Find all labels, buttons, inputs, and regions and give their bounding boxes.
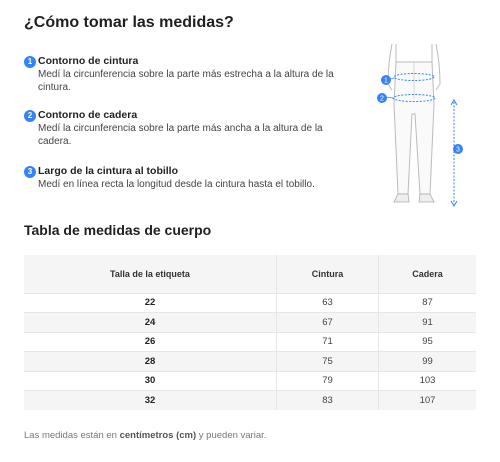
column-header: Cintura <box>276 255 378 293</box>
size-table <box>24 255 476 410</box>
svg-text:1: 1 <box>384 77 388 85</box>
step-description: Medí en línea recta la longitud desde la cintura hasta el tobillo. <box>38 179 315 190</box>
table-row <box>24 371 476 391</box>
step-title: Largo de la cintura al tobillo <box>38 165 179 177</box>
hip-cell: 91 <box>379 313 476 333</box>
column-header: Talla de la etiqueta <box>24 255 276 293</box>
footnote-units: centímetros (cm) <box>119 430 197 441</box>
hip-cell: 99 <box>379 352 476 372</box>
step-title: Contorno de cintura <box>38 55 139 67</box>
size-cell: 30 <box>24 371 276 391</box>
waist-cell: 79 <box>276 371 378 391</box>
size-cell: 26 <box>24 332 276 352</box>
table-row <box>24 313 476 333</box>
hip-cell: 95 <box>379 332 476 352</box>
units-footnote <box>24 430 266 441</box>
pants-figure-icon <box>372 44 472 214</box>
waist-cell: 67 <box>276 313 378 333</box>
footnote-prefix: Las medidas están en <box>24 430 120 441</box>
step-title: Contorno de cadera <box>38 109 138 121</box>
table-row <box>24 352 476 372</box>
table-row <box>24 293 476 313</box>
size-cell: 22 <box>24 293 276 313</box>
table-header-row <box>24 255 476 293</box>
size-cell: 28 <box>24 352 276 372</box>
svg-text:2: 2 <box>380 95 384 103</box>
size-table-title: Tabla de medidas de cuerpo <box>24 222 212 238</box>
hip-cell: 107 <box>379 391 476 411</box>
table-row <box>24 332 476 352</box>
footnote-suffix: y pueden variar. <box>196 430 267 441</box>
size-cell: 24 <box>24 313 276 333</box>
step-description: Medí la circunferencia sobre la parte más estrecha a la altura de la cintura. <box>38 69 334 93</box>
waist-cell: 63 <box>276 293 378 313</box>
page-title: ¿Cómo tomar las medidas? <box>24 14 234 31</box>
waist-cell: 75 <box>276 352 378 372</box>
size-cell: 32 <box>24 391 276 411</box>
step-number-badge: 2 <box>24 110 36 122</box>
step-number-badge: 1 <box>24 56 36 68</box>
hip-cell: 87 <box>379 293 476 313</box>
step-number-badge: 3 <box>24 166 36 178</box>
table-row <box>24 391 476 411</box>
step-description: Medí la circunferencia sobre la parte más ancha a la altura de la cadera. <box>38 123 323 147</box>
waist-cell: 83 <box>276 391 378 411</box>
hip-cell: 103 <box>379 371 476 391</box>
waist-cell: 71 <box>276 332 378 352</box>
body-measurement-illustration <box>372 44 472 214</box>
svg-text:3: 3 <box>456 146 460 154</box>
column-header: Cadera <box>379 255 476 293</box>
